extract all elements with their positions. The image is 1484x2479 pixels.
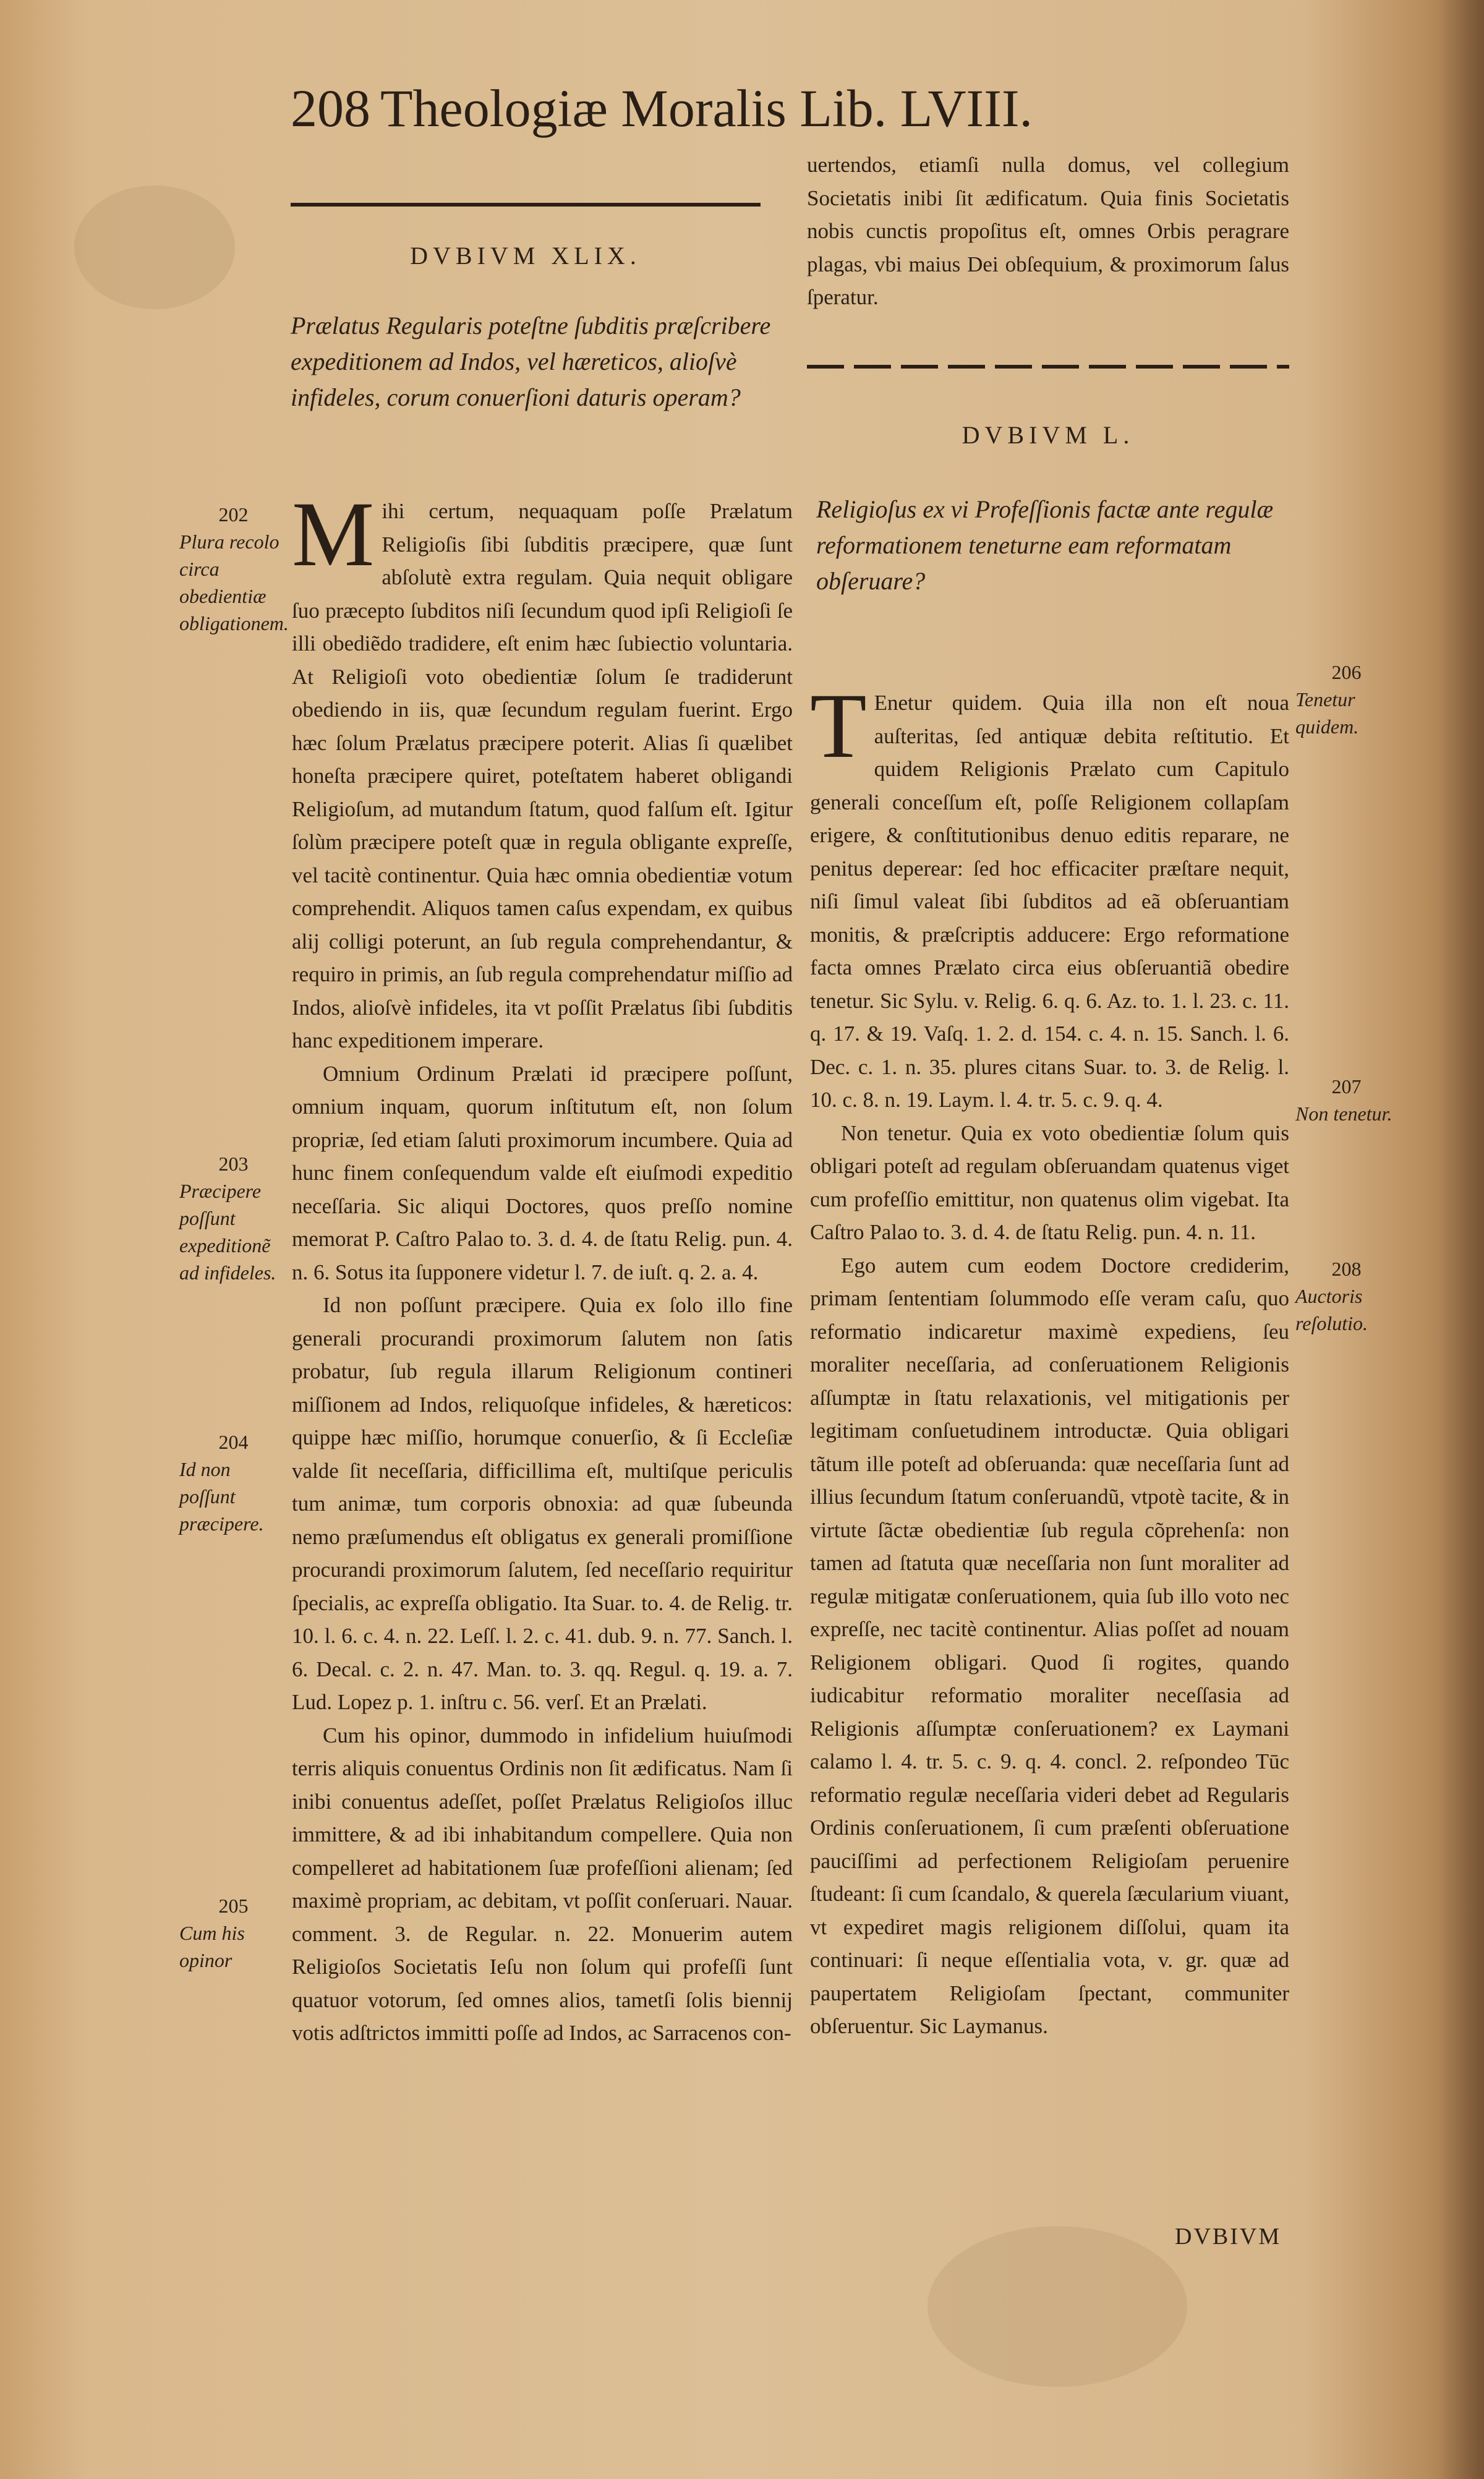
dubium-question: Religioſus ex vi Profeſſionis factæ ante regulæ reformationem teneturne eam reformatam obſeruare? bbox=[816, 495, 1274, 595]
margin-note: 207 Non tenetur. bbox=[1295, 1075, 1392, 1125]
right-column-text bbox=[810, 675, 1289, 2043]
ornamental-rule bbox=[807, 365, 1289, 369]
paragraph: Mihi certum, nequaquam poſſe Prælatum Religioſis ſibi ſubditis præcipere, quæ ſunt abſolutè extra regulam. Quia nequit obligare ſuo præcepto ſubditos niſi ſecundum quod ipſi Religioſi ſe illi obediẽdo tradidere, eſt enim hæc ſubiectio voluntaria. At Religioſi voto obedientiæ ſolum ſe tradiderunt obediendo in iis, quæ ſecundum regulam fuerint. Ergo hæc ſolum Prælatus præcipere poterit. Alias ſi quælibet honeſta præcipere quiret, poteſtatem haberet obligandi Religioſum, ad mutandum ſtatum, quod falſum eſt. Igitur ſolùm præcipere poteſt quæ in regula obligante expreſſe, vel tacitè continentur. Quia hæc omnia obedientiæ votum comprehendit. Aliquos tamen caſus expendam, ex quibus alij colligi poterunt, an ſub regula comprehendantur, & requiro in primis, an ſub regula comprehendatur miſſio ad Indos, alioſvè infideles, ita vt poſſit Prælatus ſibi ſubditis hanc expeditionem imperare. bbox=[292, 483, 793, 1052]
margin-note: 205 Cum his opinor bbox=[179, 1895, 249, 1971]
paper-stain bbox=[74, 186, 235, 309]
paragraph: Omnium Ordinum Prælati id præcipere poſſunt, omnium inquam, quorum inſtitutum eſt, non ſolum propriæ, ſed etiam ſaluti proximorum incumbere. Quia ad hunc finem conſequendum valde eſt eiuſmodi expeditio neceſſaria. Sic aliqui Doctores, quos preſſo nomine memorat P. Caſtro Palao to. 3. d. 4. de ſtatu Relig. pun. 4. n. 6. Sotus ita ſupponere videtur l. 7. de iuſt. q. 2. a. 4. bbox=[292, 1061, 793, 1284]
page-edge-shadow bbox=[1441, 0, 1484, 2479]
running-title: Theologiæ Moralis Lib. LVIII. bbox=[380, 79, 1033, 138]
margin-note: 204 Id non poſſunt præcipere. bbox=[179, 1431, 264, 1535]
margin-note: 202 Plura recolo circa obedientiæ obligationem. bbox=[179, 503, 289, 634]
paragraph: Ego autem cum eodem Doctore crediderim, primam ſententiam ſolummodo eſſe veram caſu, quo reformatio indicaretur maximè expediens, ſeu moraliter neceſſaria, ad conſeruationem Religionis aſſumptæ in ſtatu relaxationis, vel mitigationis per legitimam conſuetudinem introductæ. Quia obligari tãtum ille poteſt ad obſeruanda: quæ neceſſaria ſunt ad illius ſecundum ſtatum conſeruandũ, vtpotè tacite, & in virtute ſãctæ obedientiæ ſub regula cõprehenſa: non tamen ad ſtatuta quæ neceſſaria non ſunt moraliter ad regulæ mitigatæ conſeruationem, quia ſub illo voto nec expreſſe, nec tacitè continentur. Alias poſſet ad nouam Religionem obligari. Quod ſi rogites, quando iudicabitur reformatio moraliter neceſſasia ad Religionis aſſumptæ conſeruationem? ex Laymani calamo l. 4. tr. 5. c. 9. q. 4. concl. 2. reſpondeo Tūc reformatio regulæ neceſſaria videri debet ad Regularis Ordinis conſeruationem, ſi cum præſenti obſeruatione pauciſſimi ad perfectionem Religioſam peruenire ſtudeant: ſi cum ſcandalo, & querela ſæcularium viuant, vt expediret magis religionem diſſolui, quam ita continuari: ſi neque eſſentialia vota, v. gr. quæ ad paupertatem Religioſam ſpectant, communiter obſeruentur. Sic Laymanus. bbox=[810, 1253, 1289, 2038]
right-column-continuation bbox=[807, 148, 1289, 314]
paragraph: Id non poſſunt præcipere. Quia ex ſolo illo fine generali procurandi proximorum ſalutem non ſatis probatur, ſub regula illarum Religionum contineri miſſionem ad Indos, reliquoſque infideles, & hæreticos: quippe hæc miſſio, horumque conuerſio, & ſi Eccleſiæ valde ſit neceſſaria, difficillima eſt, multiſque periculis tum animæ, tum corporis obnoxia: ad quæ ſubeunda nemo præſumendus eſt obligatus ex generali promiſſione procurandi proximorum ſalutem, ſed neceſſario requiritur ſpecialis, ac expreſſa obligatio. Ita Suar. to. 4. de Relig. tr. 10. l. 6. c. 4. n. 22. Leſſ. l. 2. c. 41. dub. 9. n. 77. Sanch. l. 6. Decal. c. 2. n. 47. Man. to. 3. qq. Regul. q. 19. a. 7. Lud. Lopez p. 1. inſtru c. 56. verſ. Et an Prælati. bbox=[292, 1293, 793, 1714]
drop-capital: M bbox=[292, 483, 375, 586]
paragraph: uertendos, etiamſi nulla domus, vel collegium Societatis inibi ſit ædificatum. Quia finis Societatis nobis cunctis propoſitus eſt, omnes Orbis peragrare plagas, vbi maius Dei obſequium, & proximorum ſalus ſperatur. bbox=[807, 153, 1289, 309]
margin-note: 206 Tenetur quidem. bbox=[1295, 661, 1362, 738]
paper-stain bbox=[927, 2226, 1187, 2387]
paragraph: Non tenetur. Quia ex voto obedientiæ ſolum quis obligari poteſt ad regulam obſeruandam quatenus viget cum profeſſio emittitur, non quatenus olim vigebat. Ita Caſtro Palao to. 3. d. 4. de ſtatu Relig. pun. 4. n. 11. bbox=[810, 1120, 1289, 1244]
ornamental-rule bbox=[291, 203, 761, 207]
dubium-title: DVBIVM L. bbox=[962, 421, 1135, 449]
paragraph: T Enetur quidem. Quia illa non eſt noua auſteritas, ſed antiquæ debita reſtitutio. Et quidem Religionis Prælato cum Capitulo generali conceſſum eſt, poſſe Religionem collapſam erigere, & conſtitutionibus denuo editis reparare, ne penitus deperear: ſed hoc efficaciter præſtare nequit, niſi ſimul valeat ſibi ſubditos ad eã obſeruantiam monitis, & præſcriptis adducere: Ergo reformatione facta omnes Prælato circa eius obſeruantiã obedire tenetur. Sic Sylu. v. Relig. 6. q. 6. Az. to. 1. l. 23. c. 11. q. 17. & 19. Vaſq. 1. 2. d. 154. c. 4. n. 15. Sanch. l. 6. Dec. c. 1. n. 35. plures citans Suar. to. 3. de Relig. l. 10. c. 8. n. 19. Laym. l. 4. tr. 5. c. 9. q. 4. bbox=[810, 675, 1289, 1112]
margin-note: 208 Auctoris reſolutio. bbox=[1295, 1258, 1368, 1334]
margin-note: 203 Præcipere poſſunt expeditionẽ ad infideles. bbox=[179, 1153, 276, 1284]
dubium-question: Prælatus Regularis poteſtne ſubditis præſcribere expeditionem ad Indos, vel hæreticos, alioſvè infideles, corum conuerſioni daturis operam? bbox=[291, 312, 771, 411]
dubium-title: DVBIVM XLIX. bbox=[410, 242, 641, 270]
running-header bbox=[291, 74, 1280, 142]
drop-capital: T bbox=[810, 675, 867, 777]
left-column-text bbox=[292, 483, 793, 2050]
page-number: 208 bbox=[291, 79, 370, 138]
paragraph: Cum his opinor, dummodo in infidelium huiuſmodi terris aliquis conuentus Ordinis non ſit ædificatus. Nam ſi inibi conuentus adeſſet, poſſet Prælatus Religioſos illuc immittere, & ad ibi inhabitandum compellere. Quia non compelleret ad habitationem ſuæ profeſſioni alienam; ſed maximè propriam, ac debitam, vt poſſit conſeruari. Nauar. comment. 3. de Regular. n. 22. Monuerim autem Religioſos Societatis Ieſu non ſolum qui profeſſi ſunt quatuor votorum, ſed omnes alios, tametſi ſolis biennij votis adſtrictos immitti poſſe ad Indos, ac Sarracenos con- bbox=[292, 1723, 793, 2045]
catchword: DVBIVM bbox=[1175, 2224, 1282, 2250]
